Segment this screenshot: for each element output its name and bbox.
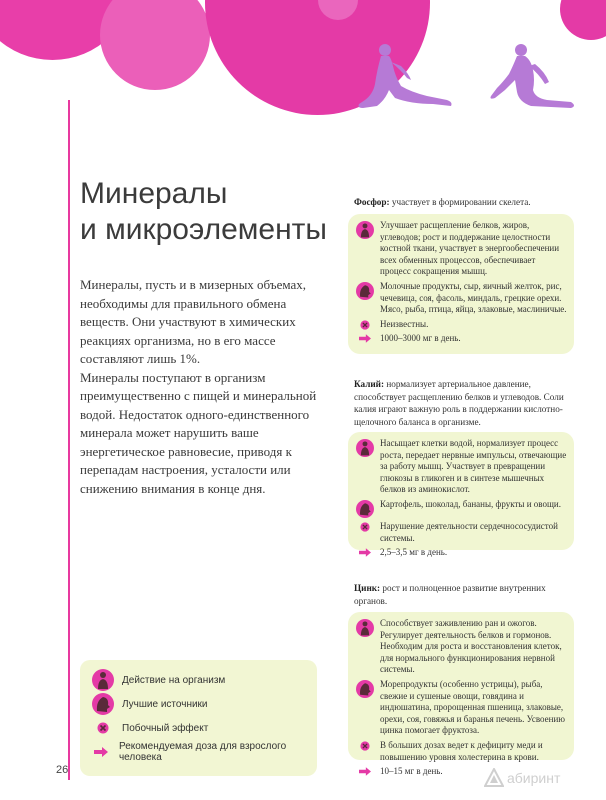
title-line-2: и микроэлементы — [80, 213, 327, 246]
face-icon — [356, 679, 374, 698]
brand-text: абиринт — [507, 770, 561, 786]
legend-label: Рекомендуемая доза для взрослого человека — [118, 741, 287, 763]
side-effect-text: Нарушение деятельности сердечнососудистой системы. — [380, 520, 558, 543]
mineral-card-potassium — [348, 432, 574, 558]
mineral-heading-potassium — [354, 378, 572, 428]
sources-row — [356, 679, 568, 737]
mineral-heading-phosphorus — [354, 196, 572, 209]
legend-label: Лучшие источники — [122, 698, 208, 710]
legend-item-sources — [90, 692, 307, 716]
side-effect-text: Неизвестны. — [380, 318, 429, 329]
labirint-watermark — [484, 768, 560, 788]
body-icon — [90, 669, 116, 691]
intro-text — [80, 276, 325, 498]
page-number: 26 — [56, 764, 69, 776]
mineral-name: Калий: — [354, 379, 385, 389]
mineral-description: нормализует артериальное давление, способствует расщеплению белков и углеводов. Соли калия играют важную роль в поддержании кислотно-щелочного баланса в организме. — [354, 379, 564, 427]
sources-text: Молочные продукты, сыр, яичный желток, рис, чечевица, соя, фасоль, миндаль, грецкие орехи. Мясо, рыба, птица, яйца, злаковые, маслиничые. — [380, 280, 567, 315]
dose-row — [356, 547, 568, 559]
effect-text: Улучшает расщепление белков, жиров, углеводов; рост и поддержание целостности костной ткани, участвует в энергообеспечении всех обменных процессов, обеспечивает процесс сокращения мышц. — [380, 220, 560, 277]
circle-2 — [100, 0, 210, 90]
arrow-icon — [356, 547, 374, 557]
labirint-logo-icon — [484, 768, 504, 788]
sitting-woman-illustration — [487, 40, 577, 112]
intro-paragraph-1: Минералы, пусть и в мизерных объемах, необходимы для правильного обмена веществ. Они участвуют в химических реакциях организма, но в его массе составляют лишь 1%. — [80, 277, 307, 366]
dose-text: 2,5–3,5 мг в день. — [380, 547, 448, 558]
legend-label: Действие на организм — [122, 674, 226, 686]
title-line-1: Минералы — [80, 177, 228, 210]
effect-text: Насыщает клетки водой, нормализует процесс роста, передает нервные импульсы, отвечающие за работу мышц. Участвует в превращении глюкозы в гликоген и в синтезе мышечных белков из аминокислот. — [380, 438, 567, 495]
side-effect-row — [356, 319, 568, 331]
intro-paragraph-2: Минералы поступают в организм преимущественно с пищей и минеральной водой. Недостаток одного-единственного минерала может нарушить ваше энергетическое равновесие, приводя к перепадам настроения, усталости или снижению внимания в конце дня. — [80, 369, 317, 496]
warning-icon — [356, 521, 374, 532]
dose-row — [356, 333, 568, 345]
side-effect-row — [356, 740, 568, 763]
legend-box — [80, 660, 317, 776]
arrow-icon — [356, 766, 374, 776]
legend-item-dose — [90, 740, 307, 764]
stretching-woman-illustration — [355, 40, 455, 112]
sources-row — [356, 281, 568, 316]
mineral-name: Фосфор: — [354, 197, 390, 207]
mineral-heading-zinc — [354, 582, 572, 607]
face-icon — [356, 499, 374, 518]
warning-icon — [356, 740, 374, 751]
legend-item-effect — [90, 668, 307, 692]
mineral-card-zinc — [348, 612, 574, 777]
mineral-card-phosphorus — [348, 214, 574, 354]
dose-text: 10–15 мг в день. — [380, 766, 443, 777]
side-effect-text: В больших дозах ведет к дефициту меди и повышению уровня холестерина в крови. — [380, 739, 543, 762]
mineral-description: участвует в формировании скелета. — [389, 197, 531, 207]
decorative-vertical-line — [68, 100, 70, 780]
arrow-icon — [356, 333, 374, 343]
warning-icon — [356, 319, 374, 330]
effect-row — [356, 220, 568, 278]
mineral-description: рост и полноценное развитие внутренних органов. — [354, 583, 546, 606]
figure-silhouettes — [355, 40, 585, 112]
page-title — [80, 176, 327, 248]
effect-text: Способствует заживлению ран и ожогов. Регулирует деятельность белков и гормонов. Необходим для роста и восстановления клеток, для нормального функционирования нервной системы. — [380, 618, 562, 675]
sources-row — [356, 499, 568, 518]
dose-text: 1000–3000 мг в день. — [380, 333, 461, 344]
sources-text: Морепродукты (особенно устрицы), рыба, свежие и сушеные овощи, говядина и индюшатина, пророщенная пшеница, злаковые, орехи, соя, говяжья и баранья печень. Усвоению цинка помогает фруктоза. — [380, 678, 566, 736]
arrow-icon — [90, 747, 113, 757]
legend-label: Побочный эффект — [122, 722, 209, 734]
effect-row — [356, 618, 568, 676]
warning-icon — [90, 722, 116, 734]
effect-row — [356, 438, 568, 496]
legend-item-side-effect — [90, 716, 307, 740]
face-icon — [356, 281, 374, 300]
side-effect-row — [356, 521, 568, 544]
body-icon — [356, 438, 374, 457]
body-icon — [356, 618, 374, 637]
face-icon — [90, 693, 116, 715]
mineral-name: Цинк: — [354, 583, 381, 593]
circle-5 — [560, 0, 606, 40]
sources-text: Картофель, шоколад, бананы, фрукты и овощи. — [380, 498, 561, 509]
body-icon — [356, 220, 374, 239]
